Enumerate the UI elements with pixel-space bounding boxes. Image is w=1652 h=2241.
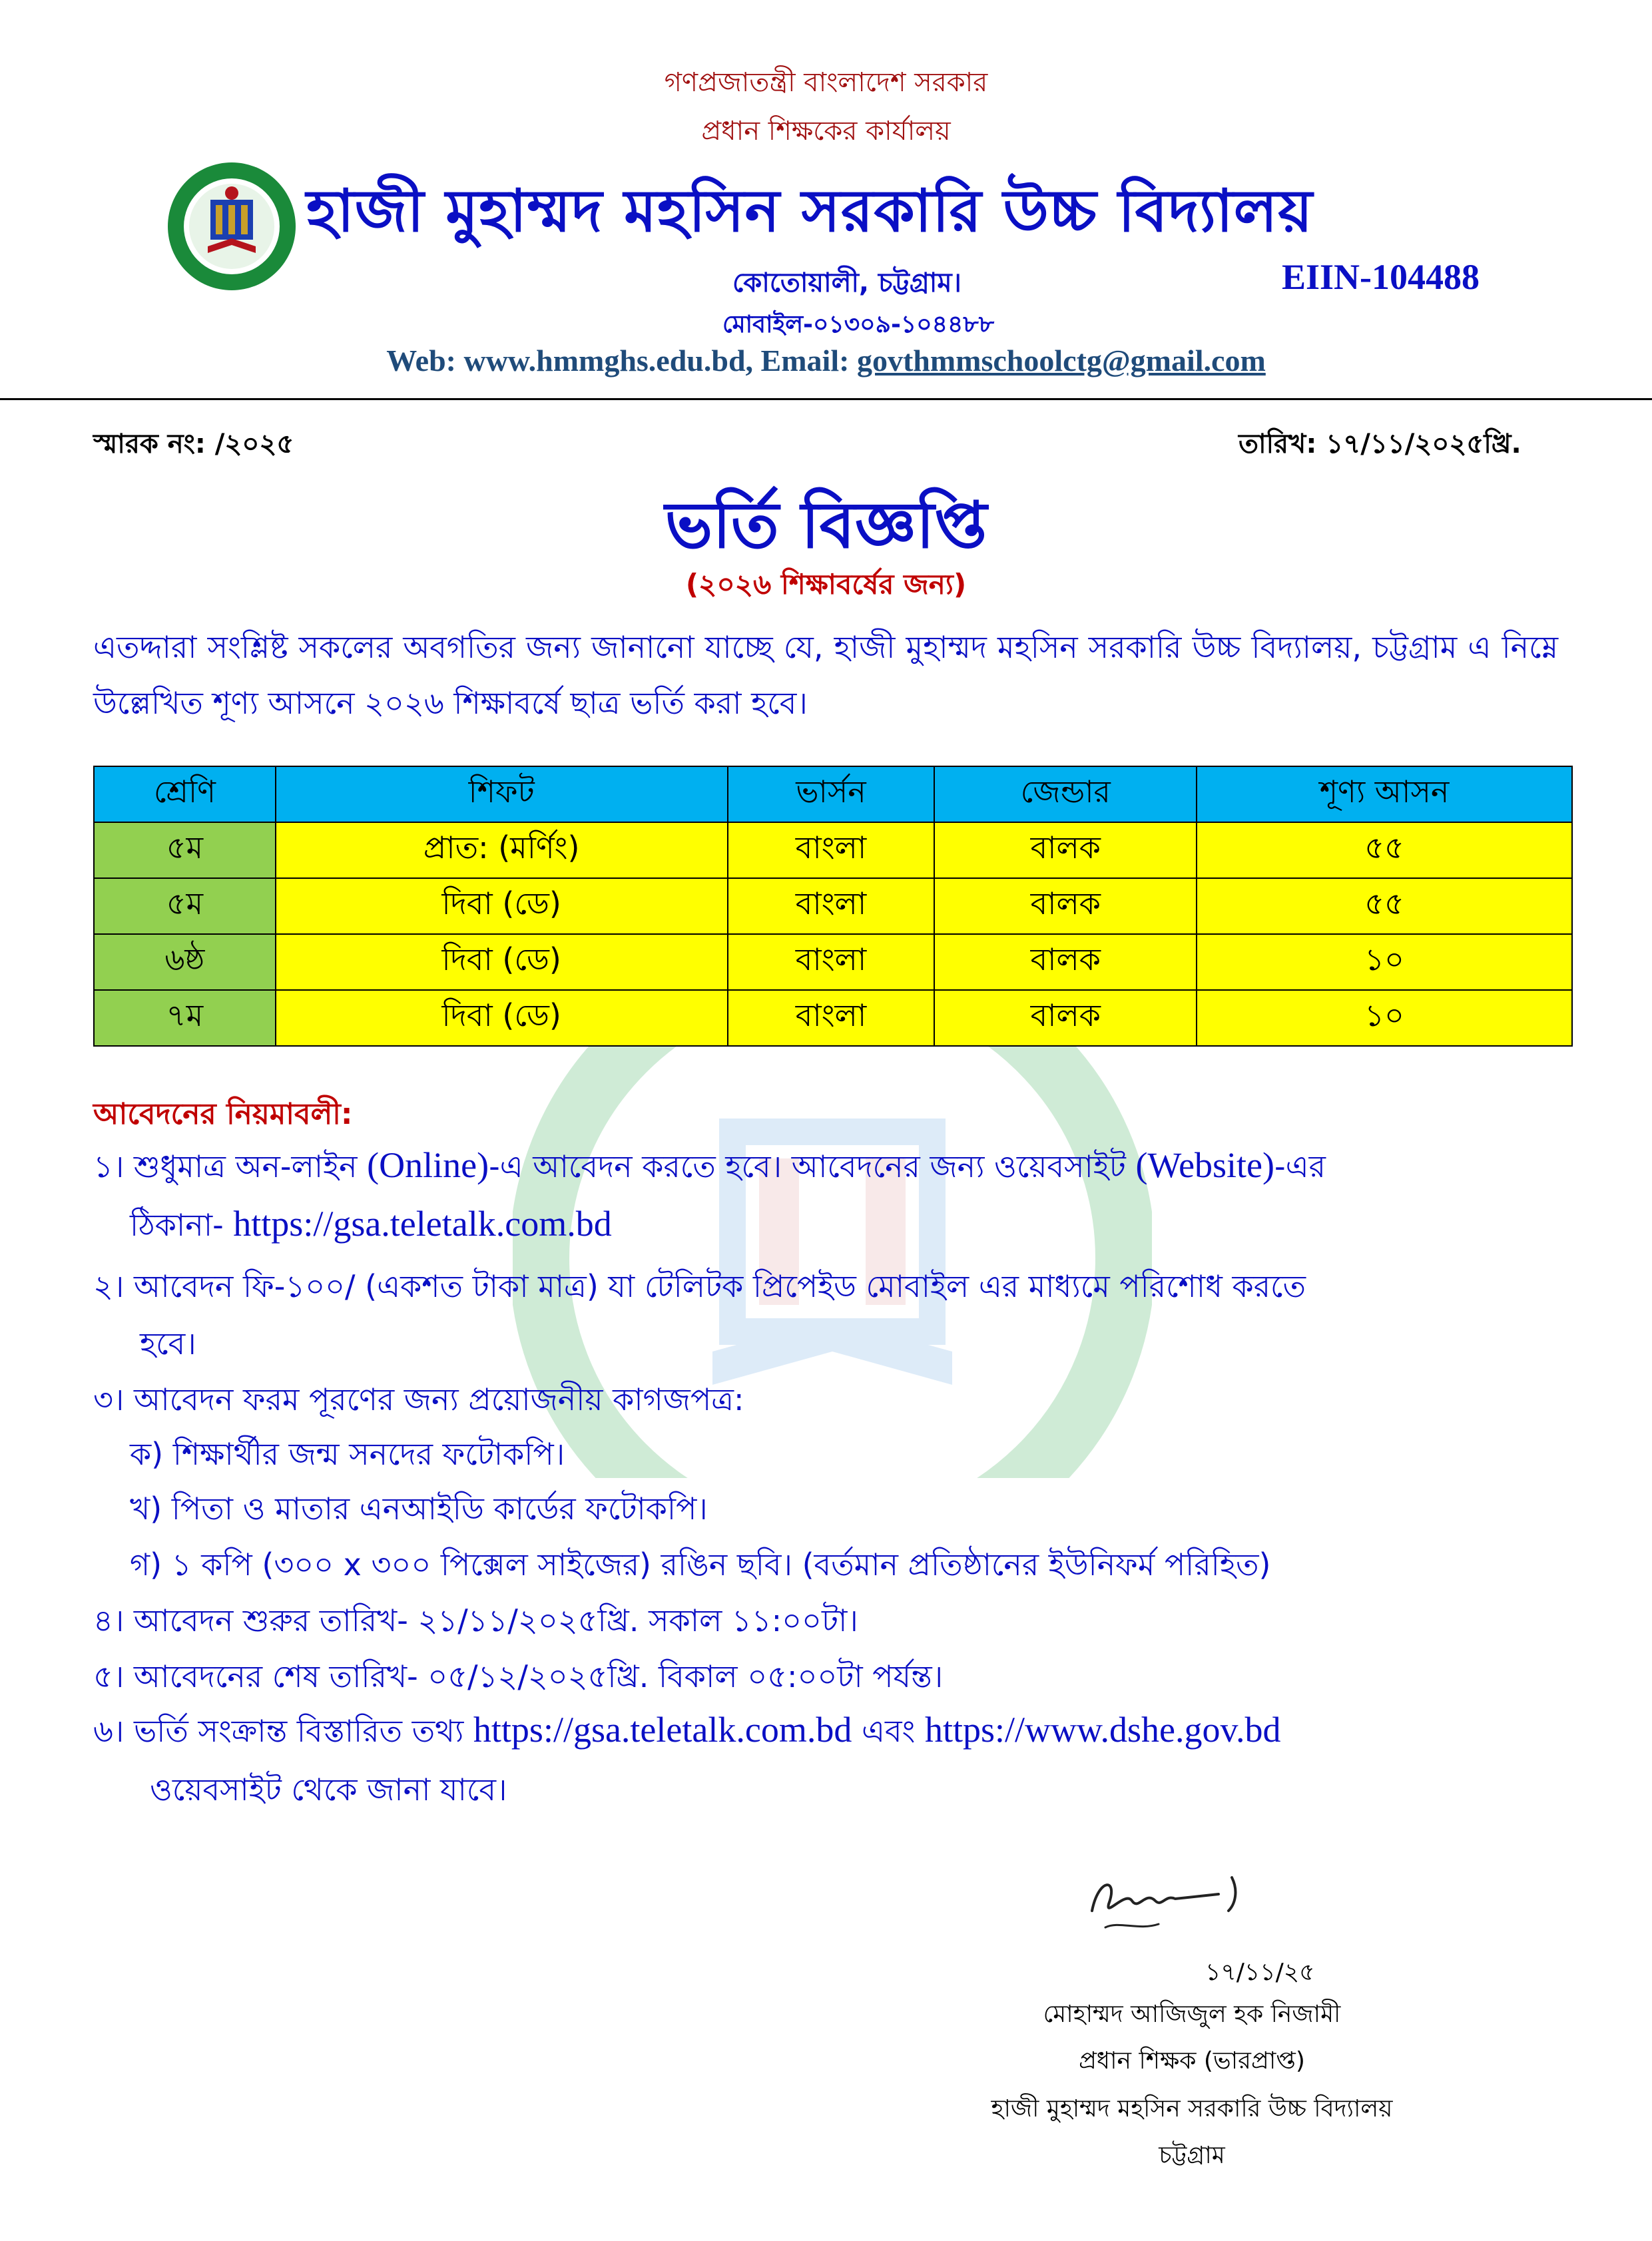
email-link[interactable]: govthmmschoolctg@gmail.com: [856, 344, 1266, 377]
cell-gender: বালক: [934, 878, 1197, 934]
table-row: [94, 934, 1572, 990]
rule-1-online: (Online): [367, 1145, 489, 1185]
government-title: গণপ্রজাতন্ত্রী বাংলাদেশ সরকার: [664, 67, 988, 98]
teletalk-link-2[interactable]: https://gsa.teletalk.com.bd: [473, 1710, 852, 1750]
rule-6-and: এবং: [852, 1713, 925, 1749]
rule-6: [93, 1708, 1280, 1759]
table-row: [94, 822, 1572, 878]
dshe-link[interactable]: https://www.dshe.gov.bd: [924, 1710, 1281, 1750]
teletalk-link[interactable]: https://gsa.teletalk.com.bd: [233, 1204, 612, 1244]
cell-class: ৫ম: [94, 878, 276, 934]
cell-shift: দিবা (ডে): [276, 878, 728, 934]
signatory-city: চট্টগ্রাম: [1159, 2142, 1225, 2169]
rule-1-text-b: -এ আবেদন করতে হবে। আবেদনের জন্য ওয়েবসাইট: [489, 1148, 1136, 1184]
cell-seats: ৫৫: [1197, 878, 1572, 934]
rules-heading: আবেদনের নিয়মাবলী:: [93, 1097, 353, 1131]
signature-date: ১৭/১১/২৫: [1205, 1959, 1315, 1986]
header-gender: জেন্ডার: [934, 766, 1197, 822]
cell-seats: ৫৫: [1197, 822, 1572, 878]
vacant-seat-table: [93, 766, 1573, 1047]
rule-6-text-a: ৬। ভর্তি সংক্রান্ত বিস্তারিত তথ্য: [93, 1713, 473, 1749]
cell-gender: বালক: [934, 934, 1197, 990]
cell-class: ৬ষ্ঠ: [94, 934, 276, 990]
rule-1-text-c: -এর: [1274, 1148, 1326, 1184]
rule-3: ৩। আবেদন ফরম পূরণের জন্য প্রয়োজনীয় কাগজপত্র:: [93, 1381, 744, 1417]
cell-gender: বালক: [934, 822, 1197, 878]
cell-class: ৭ম: [94, 990, 276, 1046]
signatory-designation: প্রধান শিক্ষক (ভারপ্রাপ্ত): [1079, 2047, 1305, 2075]
rule-3c: গ) ১ কপি (৩০০ x ৩০০ পিক্সেল সাইজের) রঙিন ছবি। (বর্তমান প্রতিষ্ঠানের ইউনিফর্ম পরিহিত): [130, 1547, 1271, 1583]
header-divider: [0, 398, 1652, 400]
memo-number: স্মারক নং: /২০২৫: [93, 429, 294, 459]
header-version: ভার্সন: [728, 766, 935, 822]
school-logo-icon: [165, 160, 298, 293]
website-text: Web: www.hmmghs.edu.bd, Email:: [386, 344, 857, 377]
rule-1-website: (Website): [1135, 1145, 1275, 1185]
signatory-name: মোহাম্মদ আজিজুল হক নিজামী: [1043, 2001, 1341, 2028]
rule-1-address-label: ঠিকানা-: [130, 1207, 234, 1243]
cell-version: বাংলা: [728, 990, 935, 1046]
notice-date: তারিখ: ১৭/১১/২০২৫খ্রি.: [1239, 429, 1521, 459]
rule-1-address: [130, 1202, 612, 1253]
office-title: প্রধান শিক্ষকের কার্যালয়: [701, 116, 951, 146]
table-header-row: [94, 766, 1572, 822]
cell-version: বাংলা: [728, 934, 935, 990]
signature-icon: [1079, 1864, 1278, 1937]
rule-6-cont: ওয়েবসাইট থেকে জানা যাবে।: [150, 1772, 507, 1808]
rule-2: ২। আবেদন ফি-১০০/ (একশত টাকা মাত্র) যা টেলিটক প্রিপেইড মোবাইল এর মাধ্যমে পরিশোধ করতে: [93, 1268, 1306, 1304]
table-row: [94, 990, 1572, 1046]
rule-2-cont: হবে।: [140, 1326, 196, 1362]
rule-5: ৫। আবেদনের শেষ তারিখ- ০৫/১২/২০২৫খ্রি. বিকাল ০৫:০০টা পর্যন্ত।: [93, 1658, 944, 1694]
rule-3b: খ) পিতা ও মাতার এনআইডি কার্ডের ফটোকপি।: [130, 1491, 708, 1527]
cell-shift: দিবা (ডে): [276, 990, 728, 1046]
intro-paragraph: এতদ্দারা সংশ্লিষ্ট সকলের অবগতির জন্য জানানো যাচ্ছে যে, হাজী মুহাম্মদ মহসিন সরকারি উচ্চ বিদ্যালয়, চট্টগ্রাম এ নিম্নে উল্লেখিত শূণ্য আসনে ২০২৬ শিক্ষাবর্ষে ছাত্র ভর্তি করা হবে।: [93, 629, 1558, 721]
cell-version: বাংলা: [728, 878, 935, 934]
rule-1-text-a: ১। শুধুমাত্র অন-লাইন: [93, 1148, 368, 1184]
signatory-school: হাজী মুহাম্মদ মহসিন সরকারি উচ্চ বিদ্যালয়: [991, 2095, 1393, 2122]
cell-class: ৫ম: [94, 822, 276, 878]
header-shift: শিফট: [276, 766, 728, 822]
cell-shift: প্রাত: (মর্ণিং): [276, 822, 728, 878]
cell-seats: ১০: [1197, 934, 1572, 990]
school-name: হাজী মুহাম্মদ মহসিন সরকারি উচ্চ বিদ্যালয়: [306, 176, 1314, 245]
header-vacant-seats: শূণ্য আসন: [1197, 766, 1572, 822]
cell-seats: ১০: [1197, 990, 1572, 1046]
school-address: কোতোয়ালী, চট্টগ্রাম।: [732, 268, 962, 298]
rule-3a: ক) শিক্ষার্থীর জন্ম সনদের ফটোকপি।: [130, 1436, 565, 1472]
rule-1: [93, 1144, 1326, 1194]
web-email-line: [0, 343, 1652, 378]
rule-4: ৪। আবেদন শুরুর তারিখ- ২১/১১/২০২৫খ্রি. সকাল ১১:০০টা।: [93, 1603, 858, 1638]
notice-subtitle: (২০২৬ শিক্ষাবর্ষের জন্য): [685, 568, 967, 601]
cell-version: বাংলা: [728, 822, 935, 878]
cell-shift: দিবা (ডে): [276, 934, 728, 990]
header-class: শ্রেণি: [94, 766, 276, 822]
mobile-number: মোবাইল-০১৩০৯-১০৪৪৮৮: [722, 311, 995, 338]
cell-gender: বালক: [934, 990, 1197, 1046]
eiin-number: EIIN-104488: [1282, 257, 1480, 297]
notice-title: ভর্তি বিজ্ঞপ্তি: [665, 488, 987, 563]
table-row: [94, 878, 1572, 934]
